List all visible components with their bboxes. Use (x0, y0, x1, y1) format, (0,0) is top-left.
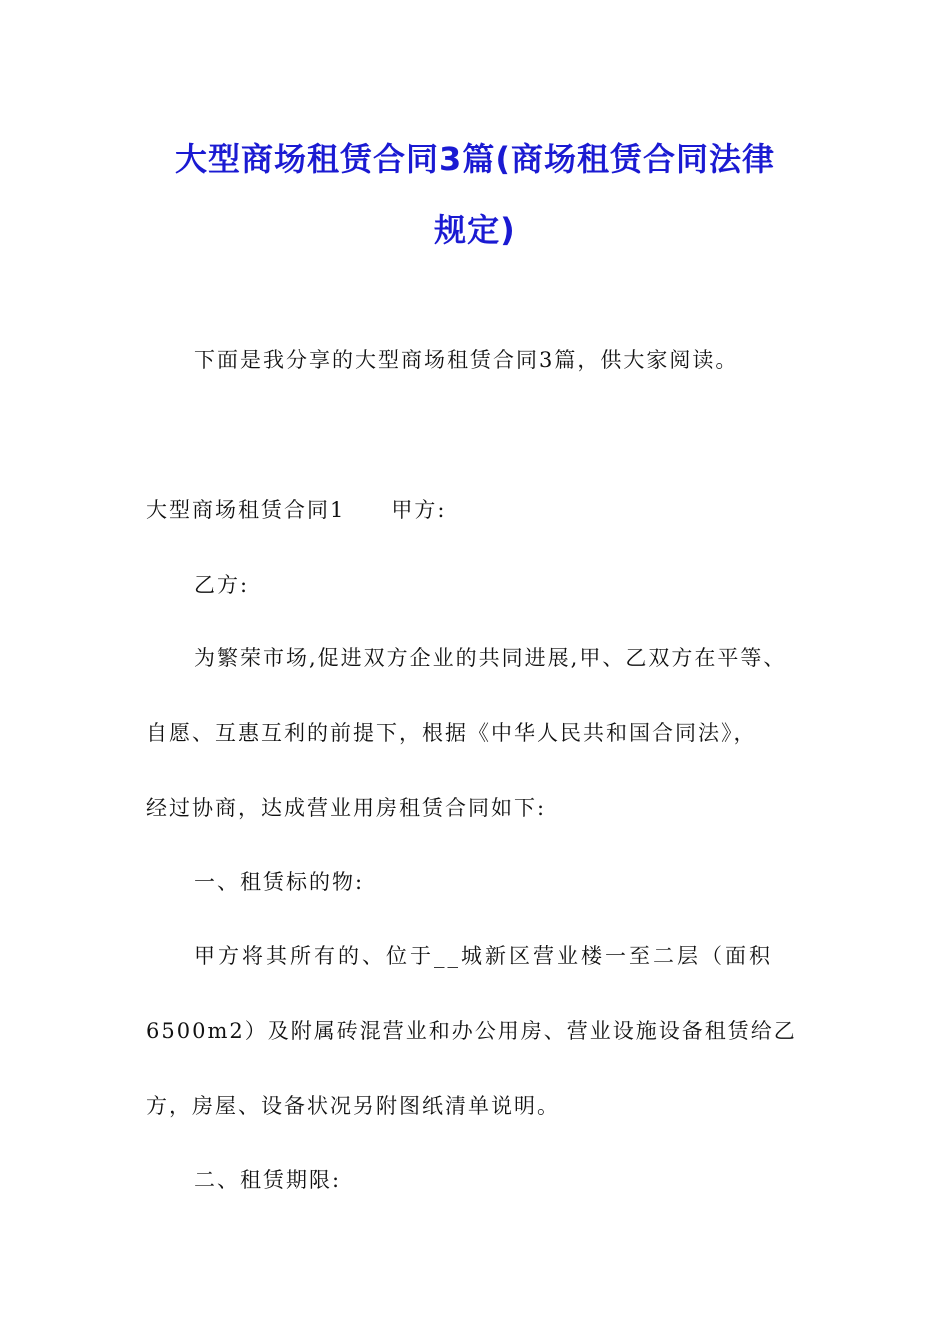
section-1-heading: 大型商场租赁合同1 (146, 498, 346, 522)
paragraph-2-line-1: 甲方将其所有的、位于__城新区营业楼一至二层（面积 (194, 944, 773, 968)
paragraph-1-line-3: 经过协商，达成营业用房租赁合同如下: (146, 796, 547, 820)
party-a-label: 甲方: (391, 498, 447, 522)
party-b-label: 乙方: (194, 573, 250, 597)
intro-paragraph: 下面是我分享的大型商场租赁合同3篇，供大家阅读。 (194, 348, 739, 372)
paragraph-1-line-2: 自愿、互惠互利的前提下，根据《中华人民共和国合同法》， (146, 721, 757, 745)
clause-2-heading: 二、租赁期限: (194, 1168, 342, 1192)
document-title-line-1: 大型商场租赁合同3篇(商场租赁合同法律 (175, 140, 775, 178)
paragraph-2-line-2: 6500m2）及附属砖混营业和办公用房、营业设施设备租赁给乙 (146, 1019, 797, 1043)
clause-1-heading: 一、租赁标的物: (194, 870, 365, 894)
paragraph-2-line-3: 方，房屋、设备状况另附图纸清单说明。 (146, 1094, 560, 1118)
document-title-line-2: 规定) (434, 211, 516, 249)
section-1-heading-row (146, 495, 446, 525)
paragraph-1-line-1: 为繁荣市场,促进双方企业的共同进展,甲、乙双方在平等、 (194, 646, 787, 670)
